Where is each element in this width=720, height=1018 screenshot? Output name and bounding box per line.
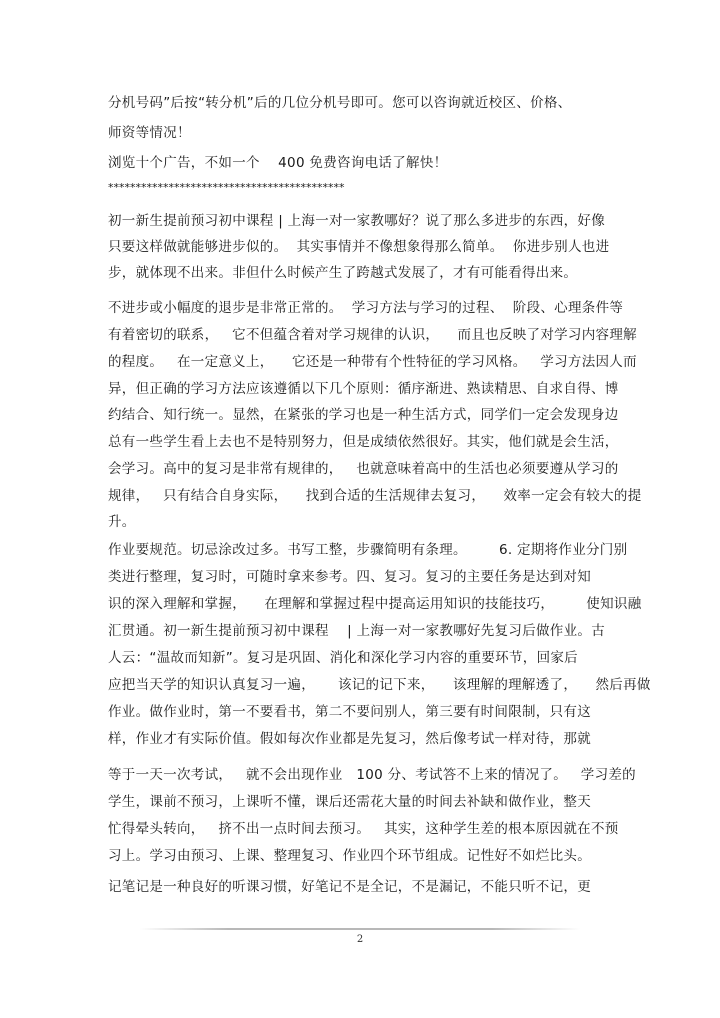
separator-stars: ******************************************* <box>108 181 345 194</box>
text-line: 样，作业才有实际价值。假如每次作业都是先复习，然后像考试一样对待，那就 <box>108 731 591 747</box>
text-line: 汇贯通。初一新生提前预习初中课程 | 上海一对一家教哪好先复习后做作业。古 <box>108 623 606 639</box>
text-line: 升。 <box>108 514 136 530</box>
text-line: 忙得晕头转向， 挤不出一点时间去预习。 其实，这种学生差的根本原因就在不预 <box>108 821 619 837</box>
text-line: 人云：“温故而知新”。复习是巩固、消化和深化学习内容的重要环节，回家后 <box>108 650 578 666</box>
text-line: 规律， 只有结合自身实际， 找到合适的生活规律去复习， 效率一定会有较大的提 <box>108 488 642 504</box>
text-line: 总有一些学生看上去也不是特别努力，但是成绩依然很好。其实，他们就是会生活， <box>108 434 619 450</box>
text-line: 初一新生提前预习初中课程 | 上海一对一家教哪好？说了那么多进步的东西，好像 <box>108 213 606 229</box>
text-line: 学生，课前不预习，上课听不懂，课后还需花大量的时间去补缺和做作业，整天 <box>108 794 591 810</box>
text-line: 作业要规范。切忌涂改过多。书写工整，步骤简明有条理。 6. 定期将作业分门别 <box>108 542 628 558</box>
text-line: 识的深入理解和掌握， 在理解和掌握过程中提高运用知识的技能技巧， 使知识融 <box>108 596 642 612</box>
text-line: 的程度。 在一定意义上， 它还是一种带有个性特征的学习风格。 学习方法因人而 <box>108 354 637 370</box>
page-number: 2 <box>356 934 364 945</box>
text-line: 师资等情况！ <box>108 125 191 141</box>
text-line: 有着密切的联系， 它不但蕴含着对学习规律的认识， 而且也反映了对学习内容理解 <box>108 327 637 343</box>
text-line: 会学习。高中的复习是非常有规律的， 也就意味着高中的生活也必须要遵从学习的 <box>108 461 619 477</box>
footer-divider <box>140 928 580 930</box>
text-line: 只要这样做就能够进步似的。 其实事情并不像想象得那么简单。 你进步别人也进 <box>108 239 610 255</box>
text-line: 分机号码”后按“转分机”后的几位分机号即可。您可以咨询就近校区、价格、 <box>108 95 572 111</box>
text-line: 记笔记是一种良好的听课习惯，好笔记不是全记，不是漏记，不能只听不记，更 <box>108 879 591 895</box>
text-line: 等于一天一次考试， 就不会出现作业 100 分、考试答不上来的情况了。 学习差的 <box>108 767 636 783</box>
text-line: 作业。做作业时，第一不要看书，第二不要问别人，第三要有时间限制，只有这 <box>108 704 591 720</box>
text-line: 不进步或小幅度的退步是非常正常的。 学习方法与学习的过程、 阶段、心理条件等 <box>108 300 624 316</box>
text-line: 异，但正确的学习方法应该遵循以下几个原则：循序渐进、熟读精思、自求自得、博 <box>108 381 619 397</box>
text-line: 应把当天学的知识认真复习一遍， 该记的记下来， 该理解的理解透了， 然后再做 <box>108 677 651 693</box>
text-line: 习上。学习由预习、上课、整理复习、作业四个环节组成。记性好不如烂比头。 <box>108 848 591 864</box>
text-line: 类进行整理，复习时，可随时拿来参考。四、复习。复习的主要任务是达到对知 <box>108 569 591 585</box>
text-line: 约结合、知行统一。显然，在紧张的学习也是一种生活方式，同学们一定会发现身边 <box>108 407 619 423</box>
text-line: 浏览十个广告，不如一个 400 免费咨询电话了解快！ <box>108 155 448 171</box>
text-line: 步，就体现不出来。非但什么时候产生了跨越式发展了，才有可能看得出来。 <box>108 265 578 281</box>
